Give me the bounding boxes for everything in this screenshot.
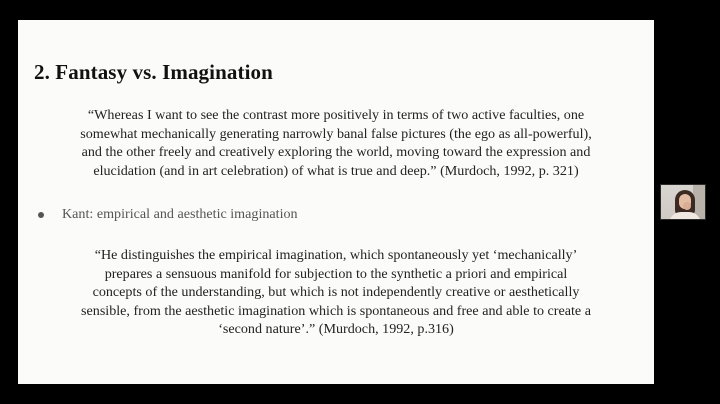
- participant-hand: [683, 202, 691, 210]
- quote-2-line: sensible, from the aesthetic imagination which is spontaneous and free and able to create a: [81, 302, 591, 319]
- quote-2-line: prepares a sensuous manifold for subjection to the synthetic a priori and empirical: [104, 265, 568, 282]
- presentation-slide: [18, 20, 654, 384]
- participant-video-thumbnail[interactable]: [660, 184, 706, 220]
- quote-2-line: concepts of the understanding, but which is not independently creative or aesthetically: [92, 284, 580, 301]
- bullet-item-kant: [38, 206, 298, 223]
- quote-2-line: ‘second nature’.” (Murdoch, 1992, p.316): [218, 321, 454, 338]
- quote-1-line: elucidation (and in art celebration) of what is true and deep.” (Murdoch, 1992, p. 321): [93, 162, 579, 179]
- quote-1-line: and the other freely and creatively exploring the world, moving toward the expression and: [81, 144, 591, 161]
- quote-1-line: “Whereas I want to see the contrast more positively in terms of two active faculties, one: [87, 107, 585, 123]
- quote-1-line: somewhat mechanically generating narrowly banal false pictures (the ego as all-powerful),: [80, 125, 592, 142]
- murdoch-quote-1: [24, 106, 648, 180]
- murdoch-quote-2: [24, 246, 648, 339]
- bullet-dot-icon: [38, 212, 44, 218]
- quote-2-line: “He distinguishes the empirical imagination, which spontaneously yet ‘mechanically’: [94, 247, 578, 263]
- bullet-text: Kant: empirical and aesthetic imagination: [62, 206, 298, 222]
- slide-title: 2. Fantasy vs. Imagination: [34, 60, 273, 84]
